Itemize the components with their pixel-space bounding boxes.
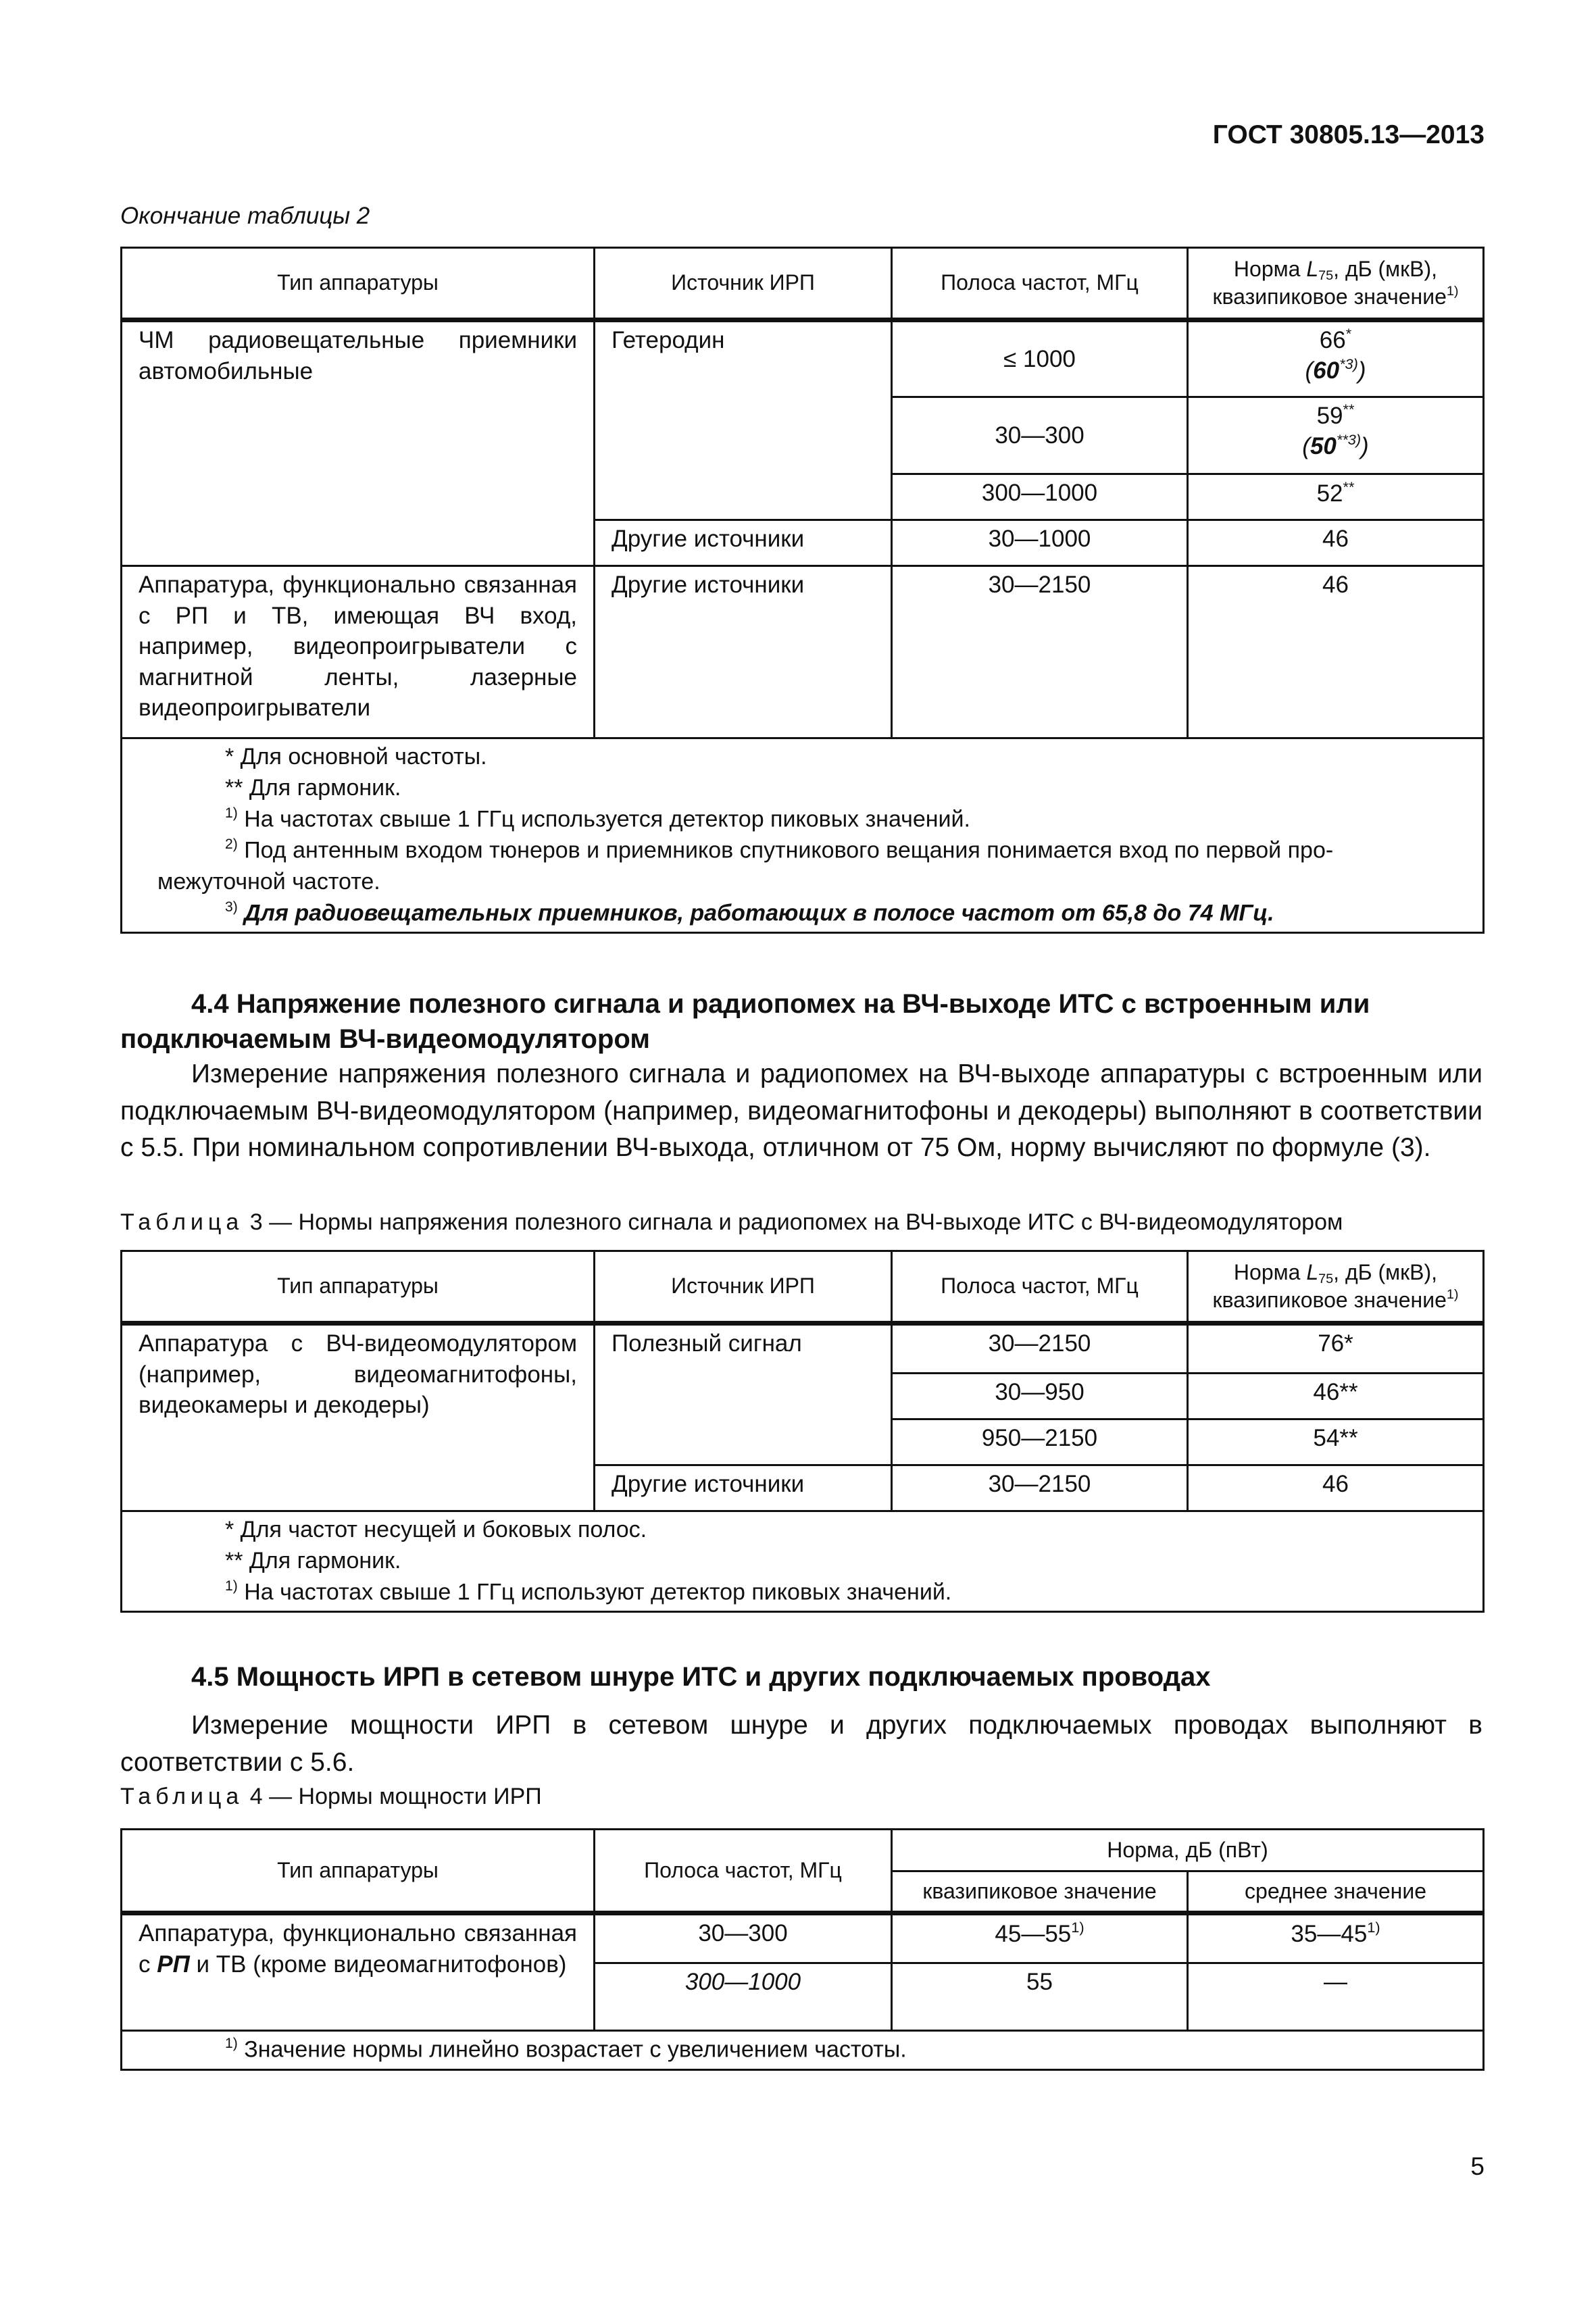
note: * Для частот несущей и боковых полос. xyxy=(225,1517,647,1542)
table-header-row xyxy=(122,1830,1484,1871)
table-row xyxy=(122,1913,1484,1963)
table-notes-row xyxy=(122,738,1484,933)
band-cell: 30—2150 xyxy=(892,1324,1188,1374)
note: $^{1)}$ На частотах свыше 1 ГГц используется детектор пиковых значений. xyxy=(225,805,970,832)
table-notes xyxy=(122,1511,1484,1612)
norm-cell: 59** (50$^{**3)}$) xyxy=(1188,397,1484,474)
table-notes xyxy=(122,2031,1484,2070)
band-cell: 950—2150 xyxy=(892,1419,1188,1465)
header-frequency-band: Полоса частот, МГц xyxy=(892,248,1188,320)
note-continuation: межуточной частоте. xyxy=(157,868,380,895)
band-cell: 30—300 xyxy=(595,1913,892,1963)
table-row xyxy=(122,1324,1484,1374)
header-interference-source: Источник ИРП xyxy=(595,1251,892,1324)
table-continuation-label: Окончание таблицы 2 xyxy=(120,203,370,229)
equipment-type-cell: Аппаратура с ВЧ-видеомодулятором (например, видеомагнитофоны, видеокамеры и декодеры) xyxy=(122,1324,595,1511)
table-3 xyxy=(120,1250,1485,1613)
section-paragraph-4-4: Измерение напряжения полезного сигнала и радиопомех на ВЧ-выходе аппаратуры с встроенным или подключаемым ВЧ-видеомодулятором (например, видеомагнитофоны и декодеры) выполняют в соответствии с 5.5. При номинальном сопротивлении ВЧ-выхода, отличном от 75 Ом, норму вычисляют по формуле (3). xyxy=(120,1059,1482,1163)
section-paragraph-4-5: Измерение мощности ИРП в сетевом шнуре и других подключаемых проводах выполняют в соответствии с 5.6. xyxy=(120,1711,1482,1777)
average-cell: 35—45$^{1)}$ xyxy=(1188,1913,1484,1963)
norm-cell: 46** xyxy=(1188,1374,1484,1419)
table-4-caption: Таблица 4 — Нормы мощности ИРП xyxy=(120,1784,542,1809)
norm-cell: 46 xyxy=(1188,1465,1484,1511)
note: ** Для гармоник. xyxy=(225,774,401,801)
source-cell: Другие источники xyxy=(595,1465,892,1511)
source-cell: Полезный сигнал xyxy=(595,1324,892,1465)
note: $^{1)}$ На частотах свыше 1 ГГц используют детектор пиковых значений. xyxy=(225,1578,952,1605)
equipment-type-cell: Аппаратура, функционально связанная с РП и ТВ, имеющая ВЧ вход, например, видеопроигрыватели с магнитной ленты, лазерные видеопроигрыватели xyxy=(122,566,595,738)
table-header-row xyxy=(122,248,1484,320)
note: * Для основной частоты. xyxy=(225,744,487,770)
header-equipment-type: Тип аппаратуры xyxy=(122,248,595,320)
header-quasi-peak: квазипиковое значение xyxy=(892,1871,1188,1913)
norm-cell: 52** xyxy=(1188,474,1484,520)
quasi-peak-cell: 55 xyxy=(892,1963,1188,2031)
header-norm: Норма $L_{75}$, дБ (мкВ), квазипиковое значение$^{1)}$ xyxy=(1188,1251,1484,1324)
band-cell: 30—1000 xyxy=(892,520,1188,566)
header-norm: Норма, дБ (пВт) xyxy=(892,1830,1484,1871)
document-code: ГОСТ 30805.13—2013 xyxy=(1212,120,1485,149)
band-cell: 300—1000 xyxy=(595,1963,892,2031)
equipment-type-cell: ЧМ радиовещательные приемники автомобильные xyxy=(122,320,595,566)
norm-cell: 66* (60$^{*3)}$) xyxy=(1188,320,1484,397)
band-cell: 30—950 xyxy=(892,1374,1188,1419)
header-frequency-band: Полоса частот, МГц xyxy=(595,1830,892,1913)
table-header-row xyxy=(122,1251,1484,1324)
source-cell: Гетеродин xyxy=(595,320,892,520)
quasi-peak-cell: 45—55$^{1)}$ xyxy=(892,1913,1188,1963)
norm-cell: 46 xyxy=(1188,520,1484,566)
table-notes-row xyxy=(122,2031,1484,2070)
source-cell: Другие источники xyxy=(595,566,892,738)
table-notes xyxy=(122,738,1484,933)
section-heading-4-4: 4.4 Напряжение полезного сигнала и радиопомех на ВЧ-выходе ИТС с встроенным или подключаемым ВЧ-видеомодулятором xyxy=(120,989,1370,1054)
norm-cell: 76* xyxy=(1188,1324,1484,1374)
table-notes-row xyxy=(122,1511,1484,1612)
note: $^{2)}$ Под антенным входом тюнеров и приемников спутникового вещания понимается вход по первой про- xyxy=(225,836,1334,864)
norm-cell: 54** xyxy=(1188,1419,1484,1465)
band-cell: ≤ 1000 xyxy=(892,320,1188,397)
table-row xyxy=(122,566,1484,738)
header-average: среднее значение xyxy=(1188,1871,1484,1913)
band-cell: 30—2150 xyxy=(892,1465,1188,1511)
source-cell: Другие источники xyxy=(595,520,892,566)
band-cell: 30—300 xyxy=(892,397,1188,474)
band-cell: 300—1000 xyxy=(892,474,1188,520)
note: $^{3)}$ Для радиовещательных приемников, работающих в полосе частот от 65,8 до 74 МГц. xyxy=(225,899,1274,926)
equipment-type-cell: Аппаратура, функционально связанная с РП и ТВ (кроме видеомагнитофонов) xyxy=(122,1913,595,2031)
header-equipment-type: Тип аппаратуры xyxy=(122,1830,595,1913)
table-2 xyxy=(120,247,1485,934)
note: $^{1)}$ Значение нормы линейно возрастает с увеличением частоты. xyxy=(225,2036,907,2063)
table-3-caption: Таблица 3 — Нормы напряжения полезного сигнала и радиопомех на ВЧ-выходе ИТС с ВЧ-видеомодулятором xyxy=(120,1209,1343,1235)
table-row xyxy=(122,320,1484,397)
header-equipment-type: Тип аппаратуры xyxy=(122,1251,595,1324)
band-cell: 30—2150 xyxy=(892,566,1188,738)
table-4 xyxy=(120,1828,1485,2071)
header-interference-source: Источник ИРП xyxy=(595,248,892,320)
note: ** Для гармоник. xyxy=(225,1547,401,1574)
average-cell: — xyxy=(1188,1963,1484,2031)
header-norm: Норма $L_{75}$, дБ (мкВ), квазипиковое значение$^{1)}$ xyxy=(1188,248,1484,320)
norm-cell: 46 xyxy=(1188,566,1484,738)
section-heading-4-5: 4.5 Мощность ИРП в сетевом шнуре ИТС и других подключаемых проводах xyxy=(191,1662,1211,1692)
header-frequency-band: Полоса частот, МГц xyxy=(892,1251,1188,1324)
page-number: 5 xyxy=(1470,2153,1485,2180)
